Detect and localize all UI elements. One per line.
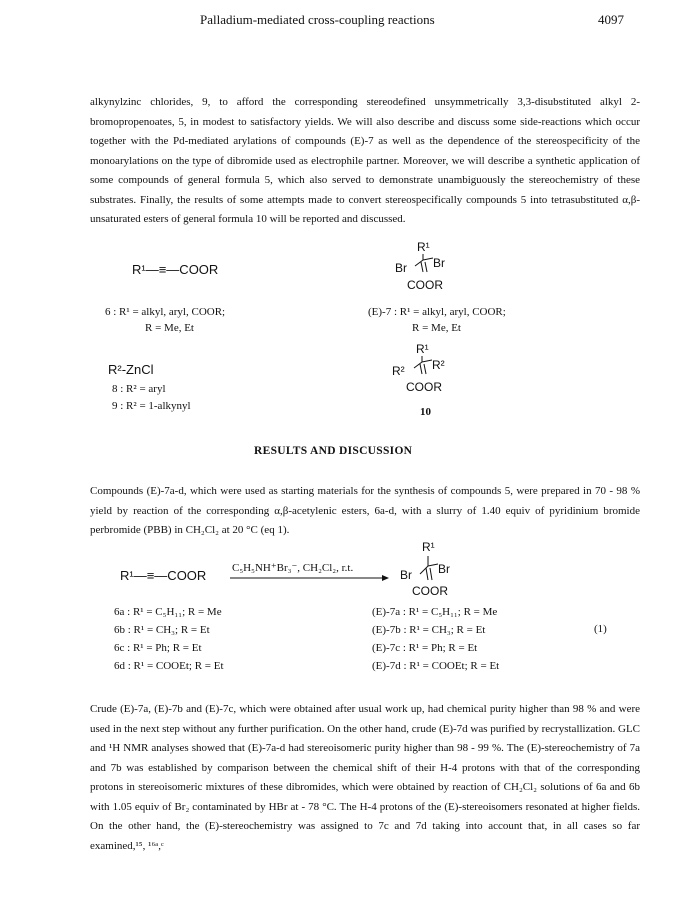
list-item: (E)-7a : R¹ = C₅H₁₁; R = Me [372,606,498,618]
eq-product-drawing [400,540,480,602]
structure-7-label-1: (E)-7 : R¹ = alkyl, aryl, COOR; [368,306,506,318]
structure-10-coor: COOR [406,380,442,394]
page-number: 4097 [598,12,624,27]
eq-product-bonds [414,554,444,582]
eq-reagents: C₅H₅NH⁺Br₃⁻, CH₂Cl₂, r.t. [232,562,354,574]
structure-10-r2-right: R² [432,358,445,372]
structure-7-r1: R¹ [417,240,430,254]
structure-9-label: 9 : R² = 1-alkynyl [112,400,191,412]
eq-reactant: R¹—≡—COOR [120,568,207,583]
structure-10-r1: R¹ [416,342,429,356]
structure-6-label-1: 6 : R¹ = alkyl, aryl, COOR; [105,306,226,318]
eq-product-br-left: Br [400,568,412,582]
structure-10-drawing [392,342,472,404]
eq-number: (1) [594,623,607,635]
reaction-arrow [230,574,390,582]
structure-7-br-right: Br [433,256,445,270]
eq-product-r1: R¹ [422,540,435,554]
list-item: (E)-7d : R¹ = COOEt; R = Et [372,660,500,672]
structure-8-formula: R²-ZnCl [108,362,154,377]
paragraph-text: Compounds (E)-7a-d, which were used as starting materials for the synthesis of compounds 5, were prepared in 70 - 98 % yield by reaction of the corresponding α,β-acetylenic esters, 6a-d, with a slurry of 1.40 equiv of pyridinium bromide perbromide (PBB) in CH₂Cl₂ at 20 °C (eq 1). [90,485,640,536]
list-item: 6a : R¹ = C₅H₁₁; R = Me [114,606,222,618]
list-item: 6b : R¹ = CH₃; R = Et [114,624,210,636]
structure-6-formula: R¹—≡—COOR [132,262,219,277]
structure-6-label-2: R = Me, Et [145,322,194,334]
paragraph-2 [90,482,640,541]
intro-paragraph [90,93,640,230]
structure-10-r2-left: R² [392,364,405,378]
list-item: (E)-7b : R¹ = CH₃; R = Et [372,624,486,636]
structure-7-br-left: Br [395,261,407,275]
structure-7-bonds [409,252,439,274]
eq-product-br-right: Br [438,562,450,576]
structure-7-label-2: R = Me, Et [412,322,461,334]
paragraph-text: alkynylzinc chlorides, 9, to afford the corresponding stereodefined unsymmetrically 3,3-disubstituted alkyl 2-bromopropenoates, 5, in modest to satisfactory yields. We will also describe and discuss some side-reactions which occur together with the Pd-mediated arylations of compounds (E)-7 as well as the dependence of the stereospecificity of the monoarylations on the type of dibromide used as electrophile partner. Moreover, we will describe a synthetic application of some compounds of general formula 5, which also served to demonstrate unambiguously the stereochemistry of these substrates. Finally, the results of some attempts made to convert stereospecifically compounds 5 into tetrasubstituted α,β-unsaturated esters of general formula 10 will be reported and discussed. [90,96,640,225]
paragraph-3 [90,700,640,856]
eq-product-list [372,603,499,675]
structure-7-coor: COOR [407,278,443,292]
eq-product-coor: COOR [412,584,448,598]
structure-10-label: 10 [420,406,431,418]
running-title: Palladium-mediated cross-coupling reactions [200,12,435,27]
eq-reactant-list [114,603,224,675]
structure-8-label: 8 : R² = aryl [112,383,166,395]
section-heading: RESULTS AND DISCUSSION [254,445,413,457]
list-item: 6d : R¹ = COOEt; R = Et [114,660,224,672]
paragraph-text: Crude (E)-7a, (E)-7b and (E)-7c, which were obtained after usual work up, had chemical purity higher than 98 % and were used in the next step without any further purification. On the other hand, crude (E)-7d was purified by recrystallization. GLC and ¹H NMR analyses showed that (E)-7a-d had stereoisomeric purity higher than 98 - 99 %. The (E)-stereochemistry of 7a and 7b was established by comparison between the chemical shift of their H-4 protons with that of the corresponding protons in stereoisomeric mixtures of these dibromides, which were obtained by reaction of CH₂Cl₂ solutions of 6a and 6b with 1.05 equiv of Br₂ contaminated by HBr at - 78 °C. The H-4 protons of the (E)-stereoisomers resonated at higher fields. On the other hand, the (E)-stereochemistry was assigned to 7c and 7d taking into account that, in all cases so far examined,¹⁵, ¹⁶ᵃ,ᶜ [90,703,640,852]
list-item: 6c : R¹ = Ph; R = Et [114,642,202,654]
list-item: (E)-7c : R¹ = Ph; R = Et [372,642,478,654]
structure-10-bonds [408,354,438,376]
structure-7-drawing [395,240,475,302]
